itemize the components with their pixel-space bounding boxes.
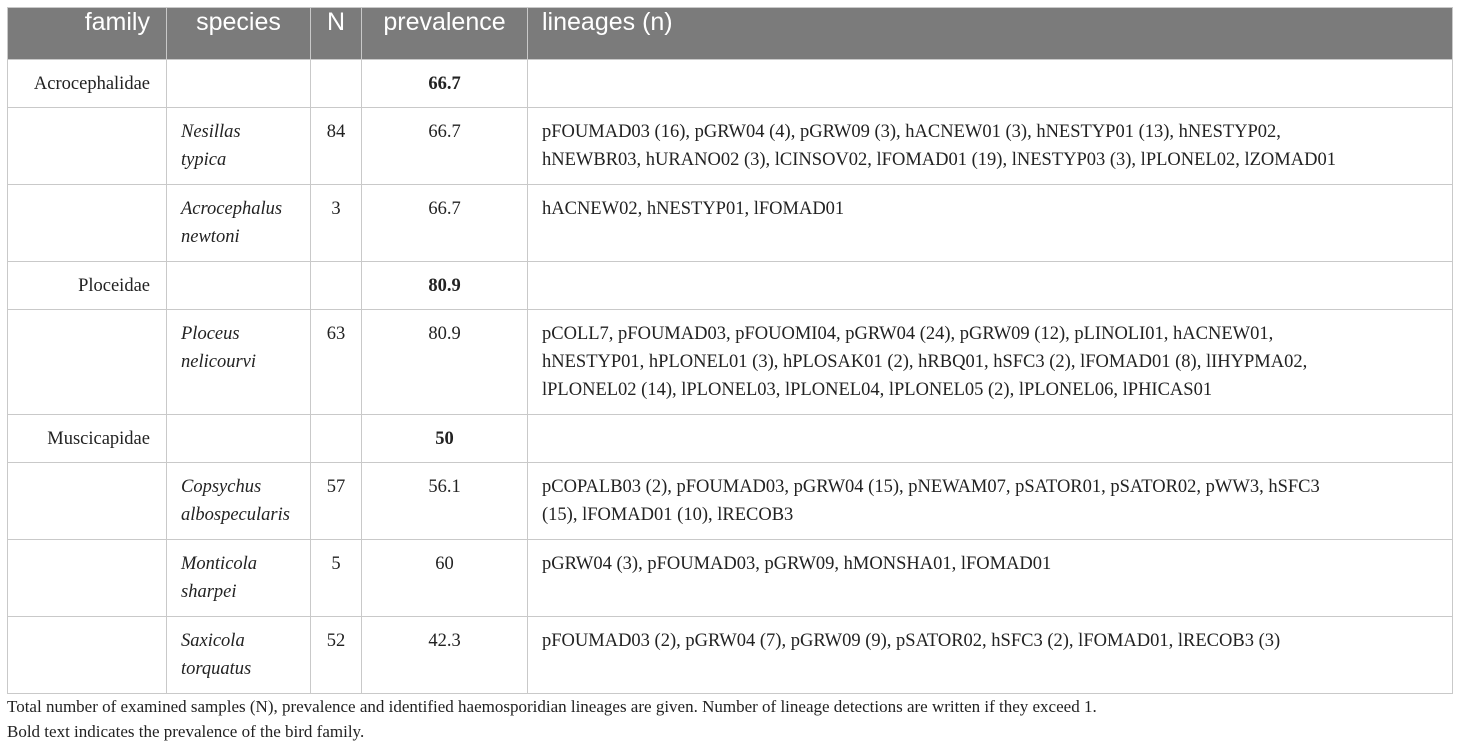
species-name-line: nelicourvi bbox=[181, 352, 257, 372]
lineage-line: pGRW04 (3), pFOUMAD03, pGRW09, hMONSHA01, lFOMAD01 bbox=[542, 554, 1052, 574]
family-name: Muscicapidae bbox=[8, 415, 167, 463]
lineage-line: pFOUMAD03 (2), pGRW04 (7), pGRW09 (9), pSATOR02, hSFC3 (2), lFOMAD01, lRECOB3 (3) bbox=[542, 631, 1281, 651]
species-lineages bbox=[528, 185, 1453, 262]
species-n: 84 bbox=[311, 108, 362, 185]
header-lineages: lineages (n) bbox=[528, 8, 1453, 60]
family-name: Ploceidae bbox=[8, 262, 167, 310]
empty-cell bbox=[8, 310, 167, 415]
lineage-table bbox=[7, 7, 1453, 694]
family-prevalence: 50 bbox=[362, 415, 528, 463]
lineage-line: pCOPALB03 (2), pFOUMAD03, pGRW04 (15), pNEWAM07, pSATOR01, pSATOR02, pWW3, hSFC3 bbox=[542, 477, 1320, 497]
species-prevalence: 66.7 bbox=[362, 108, 528, 185]
species-n: 57 bbox=[311, 463, 362, 540]
empty-cell bbox=[8, 185, 167, 262]
lineage-line: pFOUMAD03 (16), pGRW04 (4), pGRW09 (3), hACNEW01 (3), hNESTYP01 (13), hNESTYP02, bbox=[542, 122, 1281, 142]
empty-cell bbox=[167, 60, 311, 108]
species-row-ploceus-nelicourvi bbox=[8, 310, 1453, 415]
empty-cell bbox=[311, 415, 362, 463]
species-row-nesillas-typica bbox=[8, 108, 1453, 185]
lineage-line: (15), lFOMAD01 (10), lRECOB3 bbox=[542, 505, 794, 525]
header-prevalence: prevalence bbox=[362, 8, 528, 60]
species-lineages bbox=[528, 540, 1453, 617]
species-row-monticola-sharpei bbox=[8, 540, 1453, 617]
lineage-line: hNEWBR03, hURANO02 (3), lCINSOV02, lFOMAD01 (19), lNESTYP03 (3), lPLONEL02, lZOMAD01 bbox=[542, 150, 1336, 170]
species-name-line: typica bbox=[181, 150, 227, 170]
empty-cell bbox=[8, 617, 167, 694]
species-name-line: Saxicola bbox=[181, 631, 245, 651]
lineage-line: hNESTYP01, hPLONEL01 (3), hPLOSAK01 (2), hRBQ01, hSFC3 (2), lFOMAD01 (8), lIHYPMA02, bbox=[542, 352, 1308, 372]
family-prevalence: 66.7 bbox=[362, 60, 528, 108]
family-row-acrocephalidae bbox=[8, 60, 1453, 108]
empty-cell bbox=[167, 262, 311, 310]
species-prevalence: 80.9 bbox=[362, 310, 528, 415]
footnote-line: Bold text indicates the prevalence of the bird family. bbox=[7, 722, 365, 741]
species-name-line: Copsychus bbox=[181, 477, 262, 497]
species-lineages bbox=[528, 108, 1453, 185]
species-prevalence: 66.7 bbox=[362, 185, 528, 262]
family-row-muscicapidae bbox=[8, 415, 1453, 463]
species-name bbox=[167, 463, 311, 540]
empty-cell bbox=[167, 415, 311, 463]
species-name-line: Acrocephalus bbox=[181, 199, 283, 219]
footnote-line: Total number of examined samples (N), prevalence and identified haemosporidian lineages are given. Number of lineage detections are written if they exceed 1. bbox=[7, 697, 1097, 716]
species-lineages bbox=[528, 310, 1453, 415]
species-name bbox=[167, 617, 311, 694]
header-family: family bbox=[8, 8, 167, 60]
lineage-line: pCOLL7, pFOUMAD03, pFOUOMI04, pGRW04 (24), pGRW09 (12), pLINOLI01, hACNEW01, bbox=[542, 324, 1274, 344]
empty-cell bbox=[8, 463, 167, 540]
empty-cell bbox=[8, 540, 167, 617]
family-row-ploceidae bbox=[8, 262, 1453, 310]
species-name bbox=[167, 185, 311, 262]
species-prevalence: 42.3 bbox=[362, 617, 528, 694]
species-prevalence: 60 bbox=[362, 540, 528, 617]
species-row-copsychus-albospecularis bbox=[8, 463, 1453, 540]
lineage-line: hACNEW02, hNESTYP01, lFOMAD01 bbox=[542, 199, 845, 219]
header-row bbox=[8, 8, 1453, 60]
empty-cell bbox=[528, 262, 1453, 310]
species-name-line: newtoni bbox=[181, 227, 240, 247]
empty-cell bbox=[528, 415, 1453, 463]
species-name-line: torquatus bbox=[181, 659, 252, 679]
empty-cell bbox=[311, 262, 362, 310]
header-n: N bbox=[311, 8, 362, 60]
empty-cell bbox=[8, 108, 167, 185]
species-name bbox=[167, 310, 311, 415]
header-species: species bbox=[167, 8, 311, 60]
family-name: Acrocephalidae bbox=[8, 60, 167, 108]
table-footnotes bbox=[7, 694, 1097, 744]
species-n: 3 bbox=[311, 185, 362, 262]
species-name-line: Monticola bbox=[181, 554, 258, 574]
species-name-line: Ploceus bbox=[181, 324, 240, 344]
species-name bbox=[167, 540, 311, 617]
empty-cell bbox=[311, 60, 362, 108]
species-row-saxicola-torquatus bbox=[8, 617, 1453, 694]
species-name-line: sharpei bbox=[181, 582, 237, 602]
species-name-line: albospecularis bbox=[181, 505, 290, 525]
species-n: 52 bbox=[311, 617, 362, 694]
empty-cell bbox=[528, 60, 1453, 108]
species-name-line: Nesillas bbox=[181, 122, 241, 142]
species-lineages bbox=[528, 463, 1453, 540]
species-row-acrocephalus-newtoni bbox=[8, 185, 1453, 262]
species-prevalence: 56.1 bbox=[362, 463, 528, 540]
family-prevalence: 80.9 bbox=[362, 262, 528, 310]
lineage-line: lPLONEL02 (14), lPLONEL03, lPLONEL04, lPLONEL05 (2), lPLONEL06, lPHICAS01 bbox=[542, 380, 1213, 400]
species-name bbox=[167, 108, 311, 185]
species-n: 5 bbox=[311, 540, 362, 617]
species-lineages bbox=[528, 617, 1453, 694]
species-n: 63 bbox=[311, 310, 362, 415]
